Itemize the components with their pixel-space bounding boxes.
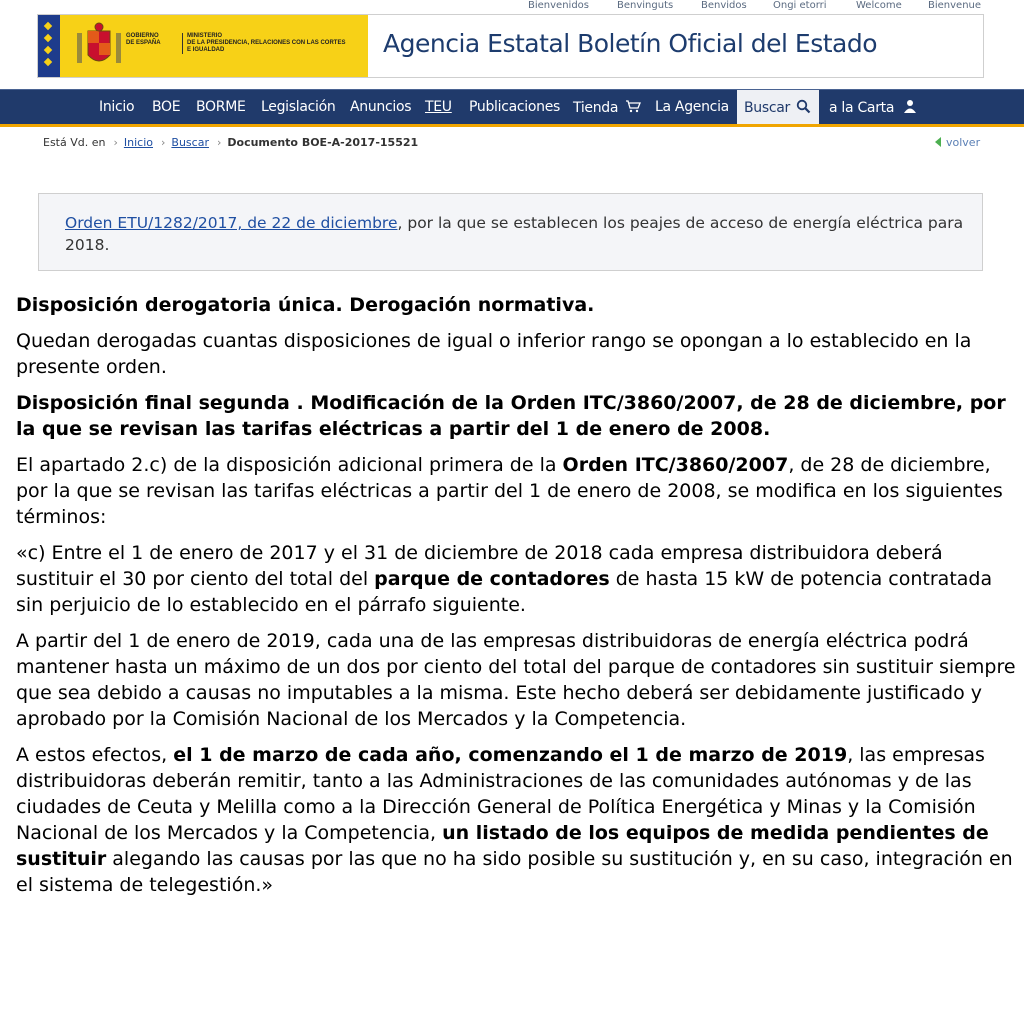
chevron-right-icon: ›	[113, 136, 118, 149]
ministry-name: MINISTERIO DE LA PRESIDENCIA, RELACIONES CON LAS CORTES E IGUALDAD	[182, 33, 345, 54]
lang-link-ca[interactable]: Benvinguts	[617, 0, 674, 11]
nav-item-la-agencia[interactable]: La Agencia	[655, 99, 729, 115]
nav-item-teu[interactable]: TEU	[425, 99, 452, 115]
nav-item-buscar[interactable]	[737, 90, 819, 125]
nav-item-tienda[interactable]	[573, 99, 641, 116]
nav-item-boe[interactable]: BOE	[152, 99, 181, 115]
breadcrumb	[43, 136, 418, 149]
nav-item-inicio[interactable]: Inicio	[99, 99, 135, 115]
user-icon	[903, 99, 917, 113]
reference-orden-itc: Orden ITC/3860/2007	[562, 454, 789, 476]
language-bar	[0, 0, 1024, 14]
breadcrumb-link-inicio[interactable]: Inicio	[123, 136, 153, 149]
back-arrow-icon	[935, 137, 941, 147]
nav-item-anuncios[interactable]: Anuncios	[350, 99, 412, 115]
main-nav	[0, 89, 1024, 125]
lang-link-gl[interactable]: Benvidos	[701, 0, 747, 11]
section-heading-derogatoria: Disposición derogatoria única. Derogación normativa.	[16, 294, 595, 316]
document-description: , por la que se establecen los peajes de acceso de energía eléctrica para 2018.	[65, 214, 964, 254]
paragraph-efectos: A estos efectos, el 1 de marzo de cada año, comenzando el 1 de marzo de 2019, las empresas distribuidoras deberán remitir, tanto a las Administraciones de las comunidades autónomas y de las ciudades de Ceuta y Melilla como a la Dirección General de Política Energética y Minas y la Comisión Nacional de los Mercados y la Competencia, un listado de los equipos de medida pendientes de sustituir alegando las causas por las que no ha sido posible su sustitución y, en su caso, integración en el sistema de telegestión.»	[16, 744, 1013, 896]
nav-accent-line	[0, 124, 1024, 127]
lang-link-fr[interactable]: Bienvenue	[928, 0, 982, 11]
chevron-right-icon: ›	[161, 136, 166, 149]
back-link-label: volver	[946, 136, 981, 149]
breadcrumb-link-buscar[interactable]: Buscar	[171, 136, 209, 149]
chevron-right-icon: ›	[216, 136, 222, 149]
government-name: GOBIERNO DE ESPAÑA	[126, 33, 161, 46]
back-link[interactable]	[935, 136, 980, 149]
paragraph-apartado: El apartado 2.c) de la disposición adicional primera de la Orden ITC/3860/2007, de 28 de diciembre, por la que se revisan las tarifas eléctricas a partir del 1 de enero de 2008, se modifica en los siguientes términos:	[16, 454, 1003, 528]
nav-item-tienda-label: Tienda	[573, 100, 619, 116]
lang-link-en[interactable]: Welcome	[856, 0, 902, 11]
breadcrumb-prefix: Está Vd. en	[43, 136, 106, 149]
eu-flag-icon	[38, 15, 60, 77]
paragraph-contadores: «c) Entre el 1 de enero de 2017 y el 31 de diciembre de 2018 cada empresa distribuidora deberá sustituir el 30 por ciento del total del parque de contadores de hasta 15 kW de potencia contratada sin perjuicio de lo establecido en el párrafo siguiente.	[16, 542, 993, 616]
coat-of-arms-icon	[74, 21, 124, 71]
cart-icon	[625, 99, 641, 113]
document-content	[16, 292, 1016, 908]
lang-link-eu[interactable]: Ongi etorri	[773, 0, 827, 11]
government-logo-block[interactable]	[38, 15, 368, 77]
highlight-listado-equipos: un listado de los equipos de medida pendientes de sustituir	[16, 822, 989, 870]
section-heading-final-segunda: Disposición final segunda . Modificación de la Orden ITC/3860/2007, de 28 de diciembre, por la que se revisan las tarifas eléctricas a partir del 1 de enero de 2008.	[16, 392, 1006, 440]
lang-link-es[interactable]: Bienvenidos	[528, 0, 589, 11]
nav-item-legislacion[interactable]: Legislación	[261, 99, 336, 115]
document-reference-box	[38, 193, 983, 271]
paragraph-2019: A partir del 1 de enero de 2019, cada una de las empresas distribuidoras de energía eléctrica podrá mantener hasta un máximo de un dos por ciento del total del parque de contadores sin sustituir siempre que sea debido a causas no imputables a la misma. Este hecho deberá ser debidamente justificado y aprobado por la Comisión Nacional de los Mercados y la Competencia.	[16, 630, 1016, 730]
document-link[interactable]: Orden ETU/1282/2017, de 22 de diciembre	[65, 214, 398, 232]
nav-item-buscar-label: Buscar	[744, 99, 811, 116]
nav-item-publicaciones[interactable]: Publicaciones	[469, 99, 561, 115]
paragraph-derogatoria: Quedan derogadas cuantas disposiciones de igual o inferior rango se opongan a lo establecido en la presente orden.	[16, 330, 972, 378]
nav-item-a-la-carta[interactable]	[829, 99, 917, 116]
breadcrumb-current: Documento BOE-A-2017-15521	[227, 136, 419, 149]
site-title[interactable]: Agencia Estatal Boletín Oficial del Estado	[383, 29, 878, 58]
nav-item-a-la-carta-label: a la Carta	[829, 100, 895, 116]
highlight-fecha-marzo: el 1 de marzo de cada año, comenzando el 1 de marzo de 2019	[173, 744, 848, 766]
nav-item-borme[interactable]: BORME	[196, 99, 246, 115]
search-icon	[796, 99, 811, 114]
header-banner	[37, 14, 984, 78]
document-reference	[65, 212, 965, 256]
highlight-parque-contadores: parque de contadores	[374, 568, 610, 590]
